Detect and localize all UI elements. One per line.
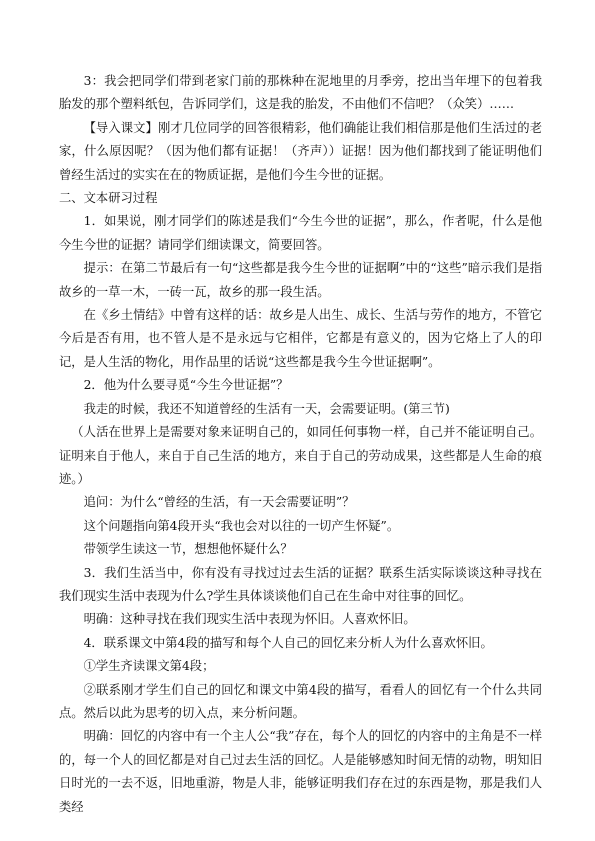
paragraph-question-4: 4．联系课文中第4段的描写和每个人自己的回忆来分析人为什么喜欢怀旧。	[83, 635, 493, 650]
paragraph-question-3: 3．我们生活当中，你有没有寻找过过去生活的证据？联系生活实际谈谈这种寻找在我们现实生活中表现为什么?学生具体谈谈他们自己在生命中对往事的回忆。	[59, 565, 542, 603]
paragraph-clarify-nostalgia: 明确：这种寻找在我们现实生活中表现为怀旧。人喜欢怀旧。	[83, 612, 416, 627]
paragraph-question-2: 2．他为什么要寻觅“今生今世证据”？	[83, 378, 289, 393]
section-heading-text-study: 二、文本研习过程	[59, 191, 158, 206]
paragraph-step-2: ②联系刚才学生们自己的回忆和课文中第4段的描写，看看人的回忆有一个什么共同点。然后以此为思考的切入点，来分析问题。	[59, 682, 542, 720]
paragraph-anecdote-3: 3：我会把同学们带到老家门前的那株种在泥地里的月季旁，挖出当年埋下的包着我胎发的那个塑料纸包，告诉同学们，这是我的胎发，不由他们不信吧？（众笑）……	[59, 74, 542, 112]
paragraph-clarify-memory: 明确：回忆的内容中有一个主人公“我”存在，每个人的回忆的内容中的主角是不一样的，每一个人的回忆都是对自己过去生活的回忆。人是能够感知时间无情的动物，明知旧日时光的一去不返，旧地重游，物是人非，能够证明我们存在过的东西是物，那是我们人类经	[59, 729, 542, 814]
paragraph-question-1: 1．如果说，刚才同学们的陈述是我们“今生今世的证据”，那么，作者呢，什么是他今生今世的证据？请同学们细读课文，简要回答。	[59, 214, 542, 252]
paragraph-text-quote: 我走的时候，我还不知道曾经的生活有一天，会需要证明。(第三节)	[83, 401, 450, 416]
paragraph-step-1: ①学生齐读课文第4段；	[83, 659, 215, 674]
paragraph-follow-up: 追问：为什么“曾经的生活，有一天会需要证明”？	[83, 495, 355, 510]
paragraph-explanation: （人活在世界上是需要对象来证明自己的，如同任何事物一样，自己并不能证明自己。证明来自于他人，来自于自己生活的地方，来自于自己的劳动成果，这些都是人生命的痕迹。）	[59, 425, 542, 486]
paragraph-hint: 提示：在第二节最后有一句“这些都是我今生今世的证据啊”中的“这些”暗示我们是指故乡的一草一木，一砖一瓦，故乡的那一段生活。	[59, 261, 542, 299]
document-page	[59, 70, 542, 819]
paragraph-quote-hometown: 在《乡土情结》中曾有这样的话：故乡是人出生、成长、生活与劳作的地方，不管它今后是否有用，也不管人是不是永远与它相伴，它都是有意义的，因为它烙上了人的印记，是人生活的物化，用作品里的话说“这些都是我今生今世证据啊”。	[59, 308, 542, 369]
paragraph-reading: 带领学生读这一节，想想他怀疑什么？	[83, 542, 293, 557]
paragraph-lesson-intro: 【导入课文】刚才几位同学的回答很精彩，他们确能让我们相信那是他们生活过的老家，什么原因呢？（因为他们都有证据！（齐声））证据！因为他们都找到了能证明他们曾经生活过的实实在在的物质证据，是他们今生今世的证据。	[59, 120, 542, 182]
paragraph-pointer: 这个问题指向第4段开头“我也会对以往的一切产生怀疑”。	[83, 518, 400, 533]
